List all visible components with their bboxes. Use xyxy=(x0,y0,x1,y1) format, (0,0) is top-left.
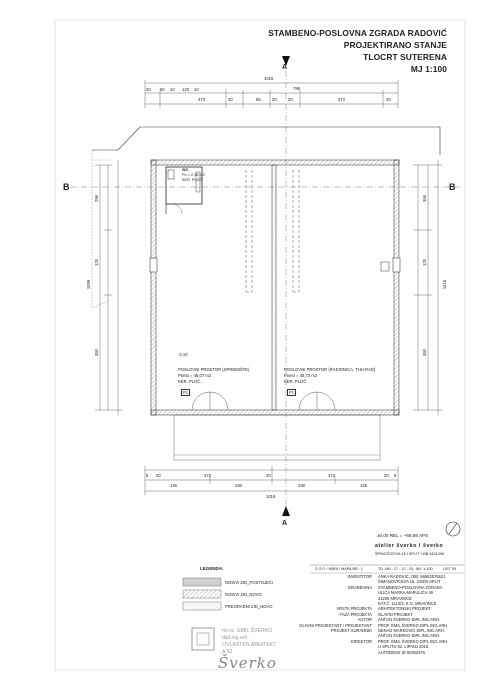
wc-floor: KER. PLOČ. xyxy=(182,178,204,182)
stamp-emblem xyxy=(192,628,214,650)
info-key-0: INVESTITOR xyxy=(347,574,372,579)
info-val-0: ANKA RADOVIĆ, OIB: 56663576521 xyxy=(378,574,446,579)
left-room-area: Pneto = 45,07 m2 xyxy=(178,373,212,378)
elevation-note: ±0,00 REL = +66,98 APS xyxy=(377,533,429,538)
dim-top-3: 10 xyxy=(170,87,175,92)
dim-bottom-1: 8 xyxy=(146,473,149,478)
stamp-block xyxy=(222,628,276,656)
dim-bottom-2: 20 xyxy=(156,473,161,478)
dim-total-bottom: 1016 xyxy=(266,494,276,499)
left-dimensions xyxy=(95,160,122,415)
stamp-number: A 52 xyxy=(222,649,233,655)
dim-left-2: 125 xyxy=(94,259,99,266)
dim-left-3: 350 xyxy=(94,349,99,356)
section-b-left-label: B xyxy=(63,182,70,192)
info-zop: Z.O.P. / MIRA / MAPA BR.: 1 xyxy=(315,567,363,571)
info-val-9: PROF. EMIL ŠVERKO DIPL.ING.ARH. xyxy=(378,622,449,628)
dim-top-5: 10 xyxy=(194,87,199,92)
legend-swatch-existing xyxy=(183,578,221,586)
info-key-7: FAZA PROJEKTA xyxy=(339,611,372,617)
legend-item-new: NOSIVI ZID_NOVO xyxy=(225,592,262,597)
info-val-5: KAT.Č. 1113/3, K.O. MRAVINCE xyxy=(378,601,437,606)
dim-right-3: 350 xyxy=(422,349,427,356)
info-key-12: DIREKTOR xyxy=(350,638,372,644)
dim-total-top: 1016 xyxy=(264,76,274,81)
top-dimensions xyxy=(145,80,398,108)
right-room-area: Pneto = 45,72 m2 xyxy=(284,373,318,378)
left-room-floor: KER. PLOČ. xyxy=(178,379,202,384)
dim-top-2: 50 xyxy=(160,87,165,92)
level-mark: -3.10 xyxy=(178,352,188,357)
info-key-2: GRAĐEVINA xyxy=(347,584,372,590)
dim-bottom-4: 20 xyxy=(266,473,271,478)
legend-title: LEGENDA: xyxy=(200,566,224,571)
terrain-line xyxy=(92,127,440,155)
left-room-name: POSLOVNI PROSTOR (SPREMIŠTE) xyxy=(178,367,250,372)
info-val-10: NENAD MARKOVIĆ DIPL.ING.ARH. xyxy=(378,628,445,633)
dim-right-2: 125 xyxy=(422,259,427,266)
info-val-6: ARHITEKTONSKI PROJEKT xyxy=(378,606,431,612)
dim-bottom-3: 373 xyxy=(204,473,211,478)
studio-address: ŠPINOČIĆEVA 16 I SPLIT I MB 3431396 xyxy=(375,552,445,556)
slope-line xyxy=(92,150,110,308)
info-val-1: ŠIMANOVIĆEVA 16, 21000 SPLIT xyxy=(378,579,441,585)
dim-left-1: 296 xyxy=(94,195,99,202)
right-dimensions xyxy=(413,160,442,415)
stamp-name: mr.sc. EMIL ŠVERKO xyxy=(222,628,273,634)
dim-second-left: 373 xyxy=(198,97,205,102)
info-key-9: GLAVNI PROJEKTANT / PROJEKTANT xyxy=(299,622,372,628)
dim-bottom-5: 373 xyxy=(328,473,335,478)
info-val-7: GLAVNI PROJEKT xyxy=(378,611,413,617)
sheet-frame xyxy=(55,20,465,670)
drawing-scale: MJ 1:100 xyxy=(410,64,447,74)
info-val-4: 21206 MRAVINCE xyxy=(378,595,412,601)
info-val-14: AUTODESK ID 60362576 xyxy=(378,649,426,655)
info-sheet: LIST 09 xyxy=(443,567,457,571)
info-key-6: VRSTA PROJEKTA xyxy=(336,606,372,612)
info-values xyxy=(378,574,468,674)
section-a-bottom-label: A xyxy=(282,520,288,527)
wc-area: Pn = 2,35 m2 xyxy=(182,173,205,177)
dim-bottom2-1: 145 xyxy=(170,483,177,488)
dim-right-total: 1016 xyxy=(442,279,448,290)
info-val-13: U SPLITU 02. LIPANJ 2018. xyxy=(378,644,430,650)
stamp-title: OVLAŠTEN ARHITEKT xyxy=(222,642,277,648)
section-a-bottom-arrow xyxy=(282,506,290,516)
info-key-8: AUTOR xyxy=(357,617,372,623)
bottom-dimensions xyxy=(145,466,398,495)
legend-swatch-new xyxy=(183,590,221,598)
legend-swatch-partition xyxy=(183,602,221,610)
dim-top-1: 20 xyxy=(146,87,151,92)
section-a-top-label: A xyxy=(282,64,288,71)
dim-left-total: 1099 xyxy=(86,279,92,290)
dim-top-8: 20 xyxy=(272,97,277,102)
dim-top-10: 373 xyxy=(338,97,345,102)
info-val-11: ANTUN ŠVERKO DIPL.ING.ARH. xyxy=(378,633,440,639)
info-val-12: PROF. EMIL ŠVERKO DIPL.ING.ARH. xyxy=(378,638,449,644)
dim-top-9: 20 xyxy=(288,97,293,102)
right-room-tag: P1 xyxy=(289,390,295,395)
info-scale: MJ: 1:100 xyxy=(416,567,433,571)
info-td: TD 146 - 17 - 12 - GL xyxy=(378,567,415,571)
info-val-2: STAMBENO-POSLOVNA ZGRADA xyxy=(378,584,443,590)
dim-bottom-6: 20 xyxy=(384,473,389,478)
bottom-doors xyxy=(192,392,335,410)
dim-top-11: 20 xyxy=(386,97,391,102)
drawing-title: TLOCRT SUTERENA xyxy=(363,52,447,62)
right-room-floor: KER. PLOČ. xyxy=(284,379,308,384)
signature: Šverko xyxy=(218,654,277,672)
dim-top-7: 85 xyxy=(256,97,261,102)
dim-top-part: 788 xyxy=(293,86,300,91)
project-status: PROJEKTIRANO STANJE xyxy=(343,40,447,50)
wc-name: WC xyxy=(182,168,189,172)
legend-item-partition: PREGRADNI ZID_NOVO xyxy=(225,604,273,609)
section-b-right-label: B xyxy=(449,182,456,192)
terrace xyxy=(174,415,380,460)
dim-bottom-7: 8 xyxy=(394,473,397,478)
studio-name: atelier šverko i šverko xyxy=(375,543,444,549)
right-room-name: POSLOVNI PROSTOR (RADIONICA, THH RAD) xyxy=(284,367,376,372)
info-val-8: ANTUN ŠVERKO DIPL.ING.ARH. xyxy=(378,617,440,623)
stamp-degree: dipl.ing.arh. xyxy=(222,635,249,641)
dim-bottom2-3: 230 xyxy=(298,483,305,488)
info-val-3: ULICA MARKA MARULIĆA 46 xyxy=(378,590,434,596)
dim-top-6: 20 xyxy=(228,97,233,102)
dim-bottom2-4: 145 xyxy=(360,483,367,488)
project-title: STAMBENO-POSLOVNA ZGRADA RADOVIĆ xyxy=(268,28,447,38)
dim-top-4: 120 xyxy=(182,87,189,92)
info-key-10: PROJEKT SURADNIK xyxy=(330,628,372,633)
dim-bottom2-2: 230 xyxy=(235,483,242,488)
legend-item-existing: NOSIVI ZID_POSTOJEĆI xyxy=(225,580,274,585)
dim-right-1: 355 xyxy=(422,195,427,202)
left-room-tag: P1 xyxy=(183,390,189,395)
